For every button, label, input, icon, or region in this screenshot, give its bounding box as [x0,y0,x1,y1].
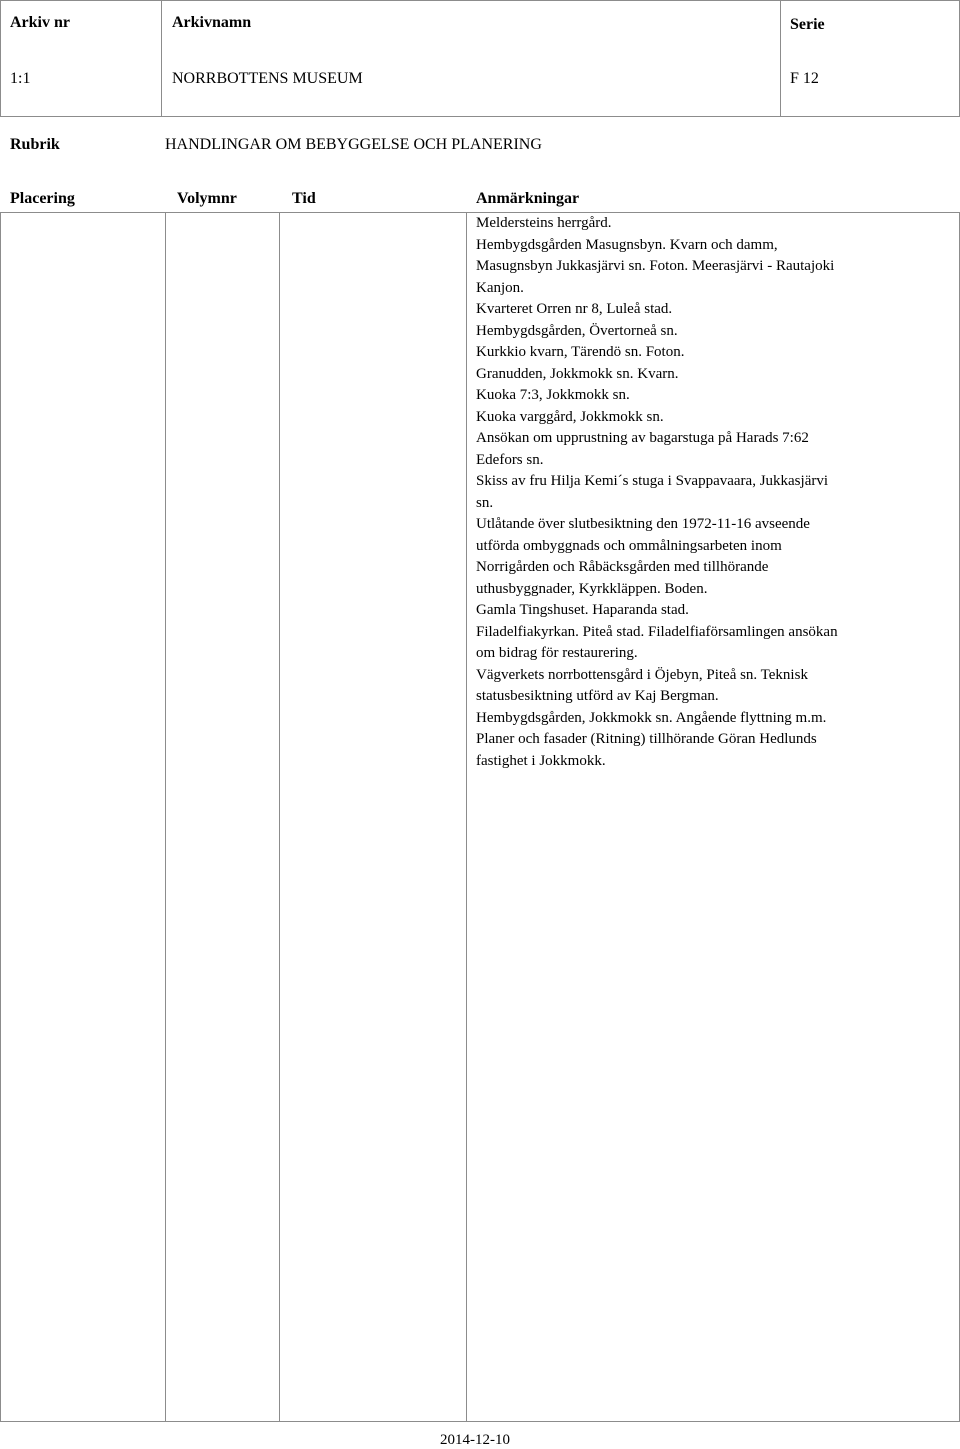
note-line: Kurkkio kvarn, Tärendö sn. Foton. [476,344,685,360]
note-line: Gamla Tingshuset. Haparanda stad. [476,602,689,618]
arkivnamn-label: Arkivnamn [172,14,252,31]
footer-date: 2014-12-10 [440,1432,510,1448]
note-line: Granudden, Jokkmokk sn. Kvarn. [476,365,679,382]
header-divider-2 [780,0,781,117]
arkiv-nr-value: 1:1 [10,70,31,87]
table-divider-2 [279,212,280,1422]
note-line: Filadelfiakyrkan. Piteå stad. Filadelfiaförsamlingen ansökan [476,623,838,640]
notes-list [476,213,838,772]
note-line: Hembygdsgården Masugnsbyn. Kvarn och damm, [476,236,778,253]
note-line: Utlåtande över slutbesiktning den 1972-11-16 avseende [476,516,810,532]
column-tid: Tid [292,190,316,207]
serie-label: Serie [790,16,825,33]
column-anmarkningar: Anmärkningar [476,190,580,207]
note-line: fastighet i Jokkmokk. [476,752,606,769]
note-line: Kuoka varggård, Jokkmokk sn. [476,408,664,425]
rubrik-label: Rubrik [10,136,60,153]
note-line: Masugnsbyn Jukkasjärvi sn. Foton. Meerasjärvi - Rautajoki [476,258,835,274]
table-divider-1 [165,212,166,1422]
serie-value: F 12 [790,70,819,87]
note-line: sn. [476,494,494,511]
arkiv-nr-label: Arkiv nr [10,14,70,31]
arkivnamn-value: NORRBOTTENS MUSEUM [172,70,363,87]
note-line: Planer och fasader (Ritning) tillhörande Göran Hedlunds [476,731,817,747]
note-line: Meldersteins herrgård. [476,215,612,231]
note-line: Norrigården och Råbäcksgården med tillhörande [476,559,769,575]
note-line: Vägverkets norrbottensgård i Öjebyn, Piteå sn. Teknisk [476,666,808,683]
note-line: Hembygdsgården, Övertorneå sn. [476,322,678,339]
note-line: Kanjon. [476,279,524,296]
note-line: Ansökan om upprustning av bagarstuga på Harads 7:62 [476,430,809,446]
rubrik-value: HANDLINGAR OM BEBYGGELSE OCH PLANERING [165,136,542,153]
table-divider-3 [466,212,467,1422]
note-line: utförda ombyggnads och ommålningsarbeten inom [476,537,782,554]
column-volymnr: Volymnr [177,190,237,207]
note-line: Kvarteret Orren nr 8, Luleå stad. [476,301,673,317]
note-line: statusbesiktning utförd av Kaj Bergman. [476,688,719,704]
note-line: om bidrag för restaurering. [476,645,638,661]
note-line: Edefors sn. [476,451,544,468]
note-line: Hembygdsgården, Jokkmokk sn. Angående flyttning m.m. [476,709,827,726]
note-line: Kuoka 7:3, Jokkmokk sn. [476,387,630,403]
header-divider-1 [161,0,162,117]
note-line: Skiss av fru Hilja Kemi´s stuga i Svappavaara, Jukkasjärvi [476,473,829,489]
note-line: uthusbyggnader, Kyrkkläppen. Boden. [476,580,708,597]
column-placering: Placering [10,190,75,207]
